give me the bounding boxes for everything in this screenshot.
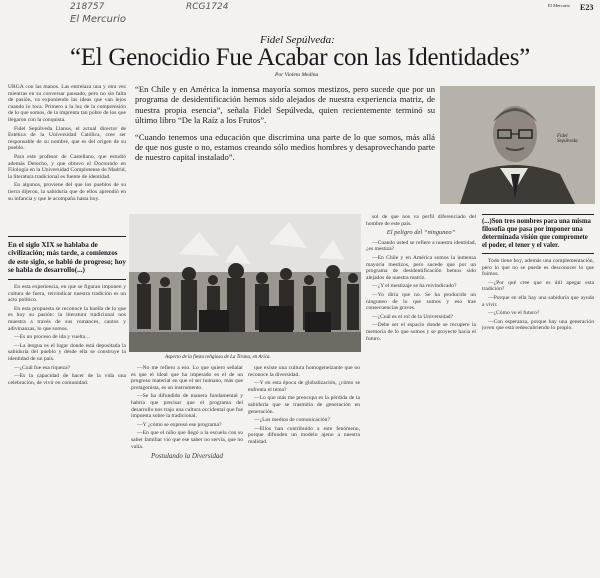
page-label: El Mercurio — [548, 3, 570, 8]
paragraph: —En que el niño que llegó a la escuela con su saber familiar vio que ese saber no servía, que no valía. — [131, 430, 243, 450]
archive-paper-name: El Mercurio — [70, 14, 127, 25]
paragraph: En algunos, proviene del que los pueblos de su tierra dijeron, la sabiduría que de ellos aprendió en su infancia y que le acompaña hasta hoy. — [8, 182, 126, 202]
paragraph: —Cuando usted se refiere a nuestra identidad, ¿es mestiza? — [366, 239, 476, 253]
paragraph: —¿Por qué cree que es útil apegar esta tradición? — [482, 279, 594, 293]
archive-number: 218757 — [70, 2, 105, 12]
paragraph: —¿Cuál es el rol de la Universidad? — [372, 313, 454, 320]
paragraph: —Yo diría que no. Se ha producido un ninguneo de lo que somos y eso trae consecuencias graves. — [366, 291, 476, 312]
paragraph: —Porque en ella hay una sabiduría que ayuda a vivir. — [482, 294, 594, 308]
kicker: Fidel Sepúlveda: — [260, 34, 335, 46]
paragraph: Todo tiene hoy, además una complementación, pero lo que no se puede es desconocer lo que fuimos. — [482, 258, 594, 278]
portrait-caption: Fidel Sepúlveda. — [557, 134, 579, 144]
paragraph: Para este profesor de Castellano, que estudió además Derecho, y que obtuvo el Doctorado en Filología en la Universidad Complutense de Madrid, la literatura tradicional es fuente de identidad. — [8, 153, 126, 180]
paragraph: —¿Cuál fue esa riqueza? — [14, 364, 71, 371]
byline: Por Violeta Medina — [275, 72, 319, 78]
paragraph: —Y en esta época de globalización, ¿cómo se enfrenta el tema? — [248, 380, 360, 393]
center-column — [131, 365, 243, 575]
paragraph: —Lo que más me preocupa es la pérdida de la sabiduría que se trasmitía de generación en generación. — [248, 395, 360, 415]
archive-code: RCG1724 — [186, 2, 229, 12]
paragraph: Fidel Sepúlveda Llanos, el actual director de Estética de la Universidad Católica, cree ser responsable de su nombre, que es del origen de su pueblo. — [8, 125, 126, 152]
paragraph: —En Chile y en América somos la inmensa mayoría mestizos, pero sucede que por un programa de desidentificación hemos sido alejados de nuestra matriz. — [366, 254, 476, 281]
center-right-column — [248, 365, 360, 575]
photo-caption: Aspecto de la fiesta religiosa de La Tirana, en Arica. — [165, 355, 271, 360]
paragraph: En esta experiencia, en que se figuran imponen y cultura de fuera, reivindicar nuestra tradición es un acto político. — [8, 284, 126, 304]
paragraph: —Ellos han contribuido a este fenómeno, porque difunden un modelo ajeno a nuestra realidad. — [248, 425, 360, 445]
paragraph: —¿Cómo ve el futuro? — [488, 310, 540, 317]
highlight-text: En el siglo XIX se hablaba de civilización; más tarde, a comienzos de este siglo, se habló de progreso; hoy se habla de desarrollo(...) — [8, 241, 126, 275]
far-right-column — [482, 258, 594, 576]
festival-photo — [129, 214, 361, 352]
page-number: E23 — [580, 3, 594, 12]
paragraph: —Es un proceso de ida y vuelta… — [14, 334, 91, 341]
subhead: El peligro del “ninguneo” — [386, 229, 456, 237]
far-right-highlight — [482, 214, 594, 254]
paragraph: —Es la capacidad de hacer de la vida una celebración, de vivir en comunidad. — [8, 373, 126, 386]
headline: “El Genocidio Fue Acabar con las Identidades” — [70, 44, 530, 71]
paragraph: —La lengua es el lugar donde está depositada la sabiduría del pueblo y desde ella se construye la identidad de un país. — [8, 342, 126, 362]
quote-1: “En Chile y en América la inmensa mayoría somos mestizos, pero sucede que por un programa de desidentificación hemos sido alejados de nuestra experiencia matriz, de nuestra propia esencia”, señala Fidel Sepúlveda, quien recientemente terminó su último libro “De la Raíz a los Frutos”. — [135, 84, 435, 126]
pull-quotes — [135, 84, 435, 204]
paragraph: —No me refiero a eso. Lo que quiero señalar es que el ideal que ha imperado es el de un progreso material en que el ser humano, más que protagonista, es un instrumento. — [131, 365, 243, 391]
paragraph: URGA con las manos. Las entrelaza una y otra vez mientras en su conversar pausado, pero no sin falta de pasión, va exponiendo las ideas que van lejos cuando lo toca. Primero a la luz de la comprensión de lo que somos, de la imprenta tan pobre de los que llegaron con la conquista. — [8, 84, 126, 123]
paragraph: —¿Y el mestizaje se ha reivindicado? — [372, 283, 457, 290]
left-column-bottom — [8, 284, 126, 576]
right-column — [366, 214, 476, 576]
paragraph: —Con esperanza, porque hay una generación joven que está redescubriendo lo propio. — [482, 318, 594, 332]
quote-2: “Cuando tenemos una educación que discrimina una parte de lo que somos, más allá de que nos guste o no, estamos creando sólo medios hombres y desaprovechando parte de nuestro capital instalado”. — [135, 131, 435, 163]
paragraph: —Y ¿cómo se expresó ese programa? — [137, 421, 222, 428]
paragraph: —¿Los medios de comunicación? — [254, 417, 330, 424]
paragraph: —Debe ser el espacio donde se recupere la memoria de lo que somos y se proyecte hacia el futuro. — [366, 322, 476, 342]
left-column — [8, 84, 126, 234]
paragraph: sol de que nos va perfil diferenciado del hombre de este país. — [366, 214, 476, 227]
portrait-photo — [440, 86, 595, 204]
paragraph: En esta propuesta se reconoce la huella de lo que es hoy su pasión: la literatura tradicional nos muestra a través de sus romances, cantos y adivinanzas, lo que somos. — [8, 305, 126, 332]
paragraph: —Se ha difundido de manera fundamental y habría que precisar que el programa del desarrollo nos trajo una cultura occidental que fue impuesta sobre la tradicional. — [131, 393, 243, 420]
paragraph: que existe una cultura homogeneizante que no reconoce la diversidad. — [248, 365, 360, 378]
highlight-text: (...)Son tres nombres para una misma filosofía que pasa por imponer una determinada visión que compromete el poder, el tener y el valer. — [482, 218, 591, 249]
subhead: Postulando la Diversidad — [151, 452, 223, 461]
highlight-box — [8, 236, 126, 280]
